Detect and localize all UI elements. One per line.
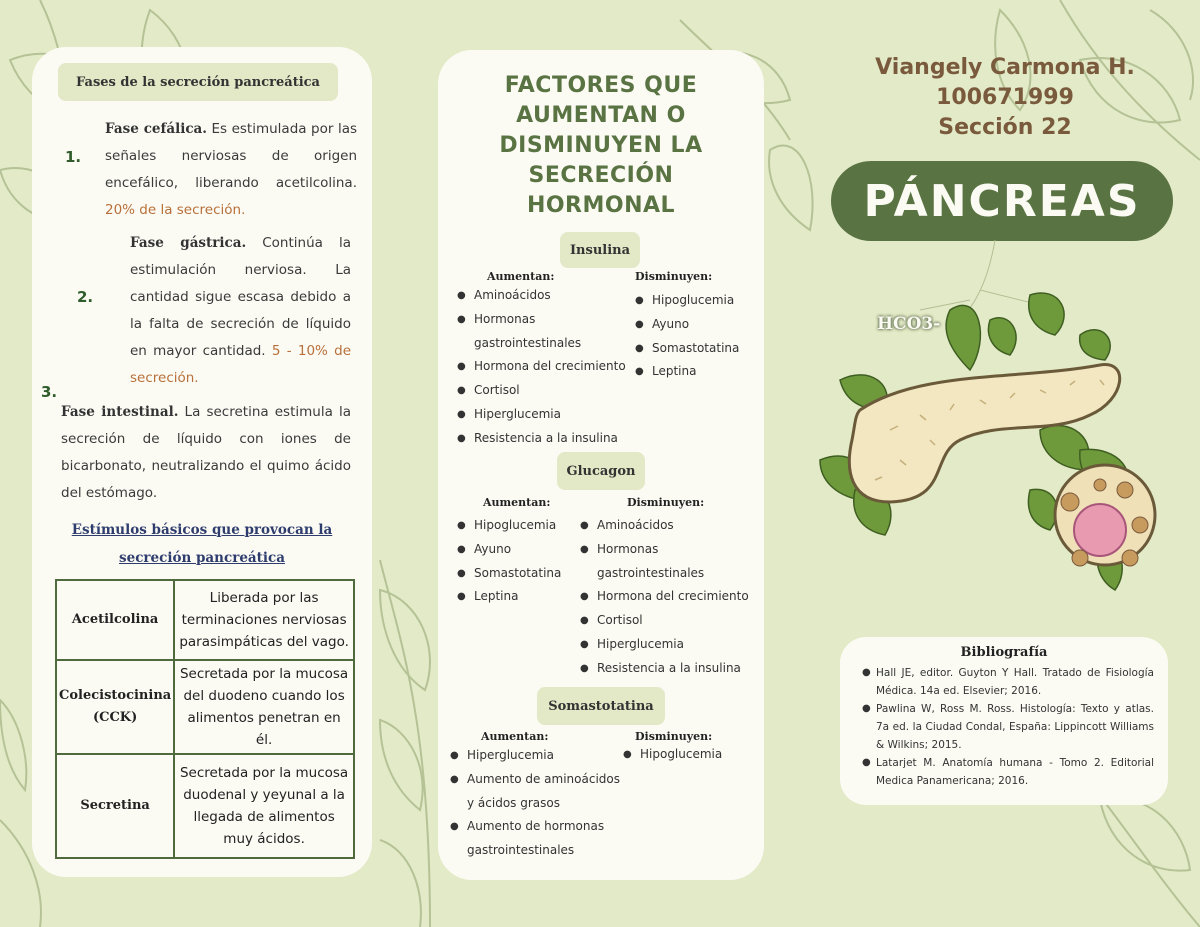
insulina-decrease-list xyxy=(635,289,745,384)
list-item: y ácidos grasos xyxy=(467,795,560,810)
list-item: ● Ayuno xyxy=(457,538,577,562)
insulina-decrease-label: Disminuyen: xyxy=(635,270,713,283)
stimulus-description: Secretada por la mucosa duodenal y yeyunal a la llegada de alimentos muy ácidos. xyxy=(174,754,354,858)
bibliography-title: Bibliografía xyxy=(960,645,1048,660)
glucagon-decrease-list xyxy=(580,514,760,681)
list-item: ● Hall JE, editor. Guyton Y Hall. Tratado de Fisiología Médica. 14a ed. Elsevier; 2016. xyxy=(862,664,1154,700)
glucagon-heading xyxy=(557,452,645,490)
page-title: PÁNCREAS xyxy=(863,175,1141,227)
list-item: gastrointestinales xyxy=(597,565,705,580)
phase-2-highlight: 5 - 10% de secreción. xyxy=(130,343,351,386)
stimulus-description: Secretada por la mucosa del duodeno cuando los alimentos penetran en él. xyxy=(174,660,354,754)
factors-title-line: AUMENTAN O xyxy=(516,103,686,128)
list-item: ● Hormona del crecimiento xyxy=(457,355,642,379)
phase-1-description: Es estimulada por las señales nerviosas de origen encefálico, liberando acetilcolina. xyxy=(105,121,357,191)
phase-2-name: Fase gástrica. xyxy=(130,235,247,251)
glucagon-decrease-label: Disminuyen: xyxy=(627,496,705,509)
list-item: gastrointestinales xyxy=(474,335,582,350)
glucagon-increase-list xyxy=(457,514,577,609)
glucagon-increase-label: Aumentan: xyxy=(483,496,551,509)
list-item: ● Aumento de aminoácidos xyxy=(450,768,630,792)
somastotatina-increase-list xyxy=(450,744,630,863)
somastotatina-increase-label: Aumentan: xyxy=(481,730,549,743)
stimuli-title-line1: Estímulos básicos que provocan la xyxy=(71,522,333,538)
somastotatina-decrease-list xyxy=(623,743,753,767)
list-item: ● Aminoácidos xyxy=(457,284,642,308)
hco3-label: HCO3- xyxy=(877,314,941,334)
phase-3-number: 3. xyxy=(41,383,58,401)
insulina-increase-label: Aumentan: xyxy=(487,270,555,283)
factors-title-line: DISMINUYEN LA xyxy=(499,133,703,158)
phase-2-description: Continúa la estimulación nerviosa. La cantidad sigue escasa debido a la falta de secreción de líquido en mayor cantidad. xyxy=(130,235,351,359)
phase-1-text xyxy=(105,116,357,224)
phase-1-highlight: 20% de la secreción. xyxy=(105,202,246,218)
author-section: Sección 22 xyxy=(938,115,1072,140)
list-item: ● Latarjet M. Anatomía humana - Tomo 2. Editorial Medica Panamericana; 2016. xyxy=(862,754,1154,790)
factors-title-line: FACTORES QUE xyxy=(504,73,698,98)
phases-section-title-text: Fases de la secreción pancreática xyxy=(76,74,320,90)
table-row xyxy=(56,754,354,858)
phase-3-text xyxy=(61,399,351,507)
list-item: ● Hipoglucemia xyxy=(623,743,753,767)
list-item: ● Hipoglucemia xyxy=(635,289,745,313)
list-item: ● Leptina xyxy=(635,360,745,384)
stimulus-description: Liberada por las terminaciones nerviosas parasimpáticas del vago. xyxy=(174,580,354,660)
list-item: ● Hiperglucemia xyxy=(457,403,642,427)
list-item: ● Aumento de hormonas xyxy=(450,815,630,839)
stimulus-label: Acetilcolina xyxy=(56,580,174,660)
table-row xyxy=(56,660,354,754)
list-item: ● Hormonas xyxy=(580,538,760,562)
list-item: ● Pawlina W, Ross M. Ross. Histología: Texto y atlas. 7a ed. la Ciudad Condal, España: Lippincott Williams & Wilkins; 2015. xyxy=(862,700,1154,754)
stimuli-title xyxy=(52,516,352,572)
list-item: ● Hormona del crecimiento xyxy=(580,585,760,609)
phase-3-name: Fase intestinal. xyxy=(61,404,179,420)
factors-title-line: SECRECIÓN xyxy=(528,163,674,188)
list-item: ● Cortisol xyxy=(457,379,642,403)
author-id: 100671999 xyxy=(936,85,1074,110)
phase-2-number: 2. xyxy=(77,288,94,306)
list-item: ● Resistencia a la insulina xyxy=(580,657,760,681)
phase-2-text xyxy=(130,230,351,392)
stimuli-table xyxy=(55,579,355,859)
phases-section-title xyxy=(58,63,338,101)
somastotatina-heading-text: Somastotatina xyxy=(548,698,654,714)
table-row xyxy=(56,580,354,660)
phase-3-description: La secretina estimula la secreción de líquido con iones de bicarbonato, neutralizando el quimo ácido del estómago. xyxy=(61,404,352,501)
phase-1-number: 1. xyxy=(65,148,82,166)
list-item: ● Ayuno xyxy=(635,313,745,337)
list-item: ● Somastotatina xyxy=(457,562,577,586)
list-item: ● Hiperglucemia xyxy=(450,744,630,768)
list-item: ● Resistencia a la insulina xyxy=(457,427,642,451)
somastotatina-decrease-label: Disminuyen: xyxy=(635,730,713,743)
list-item: ● Cortisol xyxy=(580,609,760,633)
insulina-heading-text: Insulina xyxy=(569,242,631,258)
insulina-increase-list xyxy=(457,284,642,451)
bibliography-list xyxy=(862,664,1154,790)
list-item: ● Hiperglucemia xyxy=(580,633,760,657)
insulina-heading xyxy=(560,232,640,268)
list-item: ● Hipoglucemia xyxy=(457,514,577,538)
phase-1-name: Fase cefálica. xyxy=(105,121,207,137)
list-item: ● Leptina xyxy=(457,585,577,609)
list-item: gastrointestinales xyxy=(467,843,575,858)
stimuli-title-line2: secreción pancreática xyxy=(119,550,285,566)
author-block xyxy=(840,53,1170,143)
stimulus-label: Colecistocinina (CCK) xyxy=(56,660,174,754)
glucagon-heading-text: Glucagon xyxy=(566,463,636,479)
list-item: ● Hormonas xyxy=(457,308,642,332)
pancreas-illustration xyxy=(800,240,1180,620)
list-item: ● Somastotatina xyxy=(635,337,745,361)
list-item: ● Aminoácidos xyxy=(580,514,760,538)
factors-title-line: HORMONAL xyxy=(526,193,676,218)
factors-title xyxy=(455,71,747,221)
author-name: Viangely Carmona H. xyxy=(875,55,1135,80)
stimulus-label: Secretina xyxy=(56,754,174,858)
title-banner xyxy=(831,161,1173,241)
somastotatina-heading xyxy=(537,687,665,725)
